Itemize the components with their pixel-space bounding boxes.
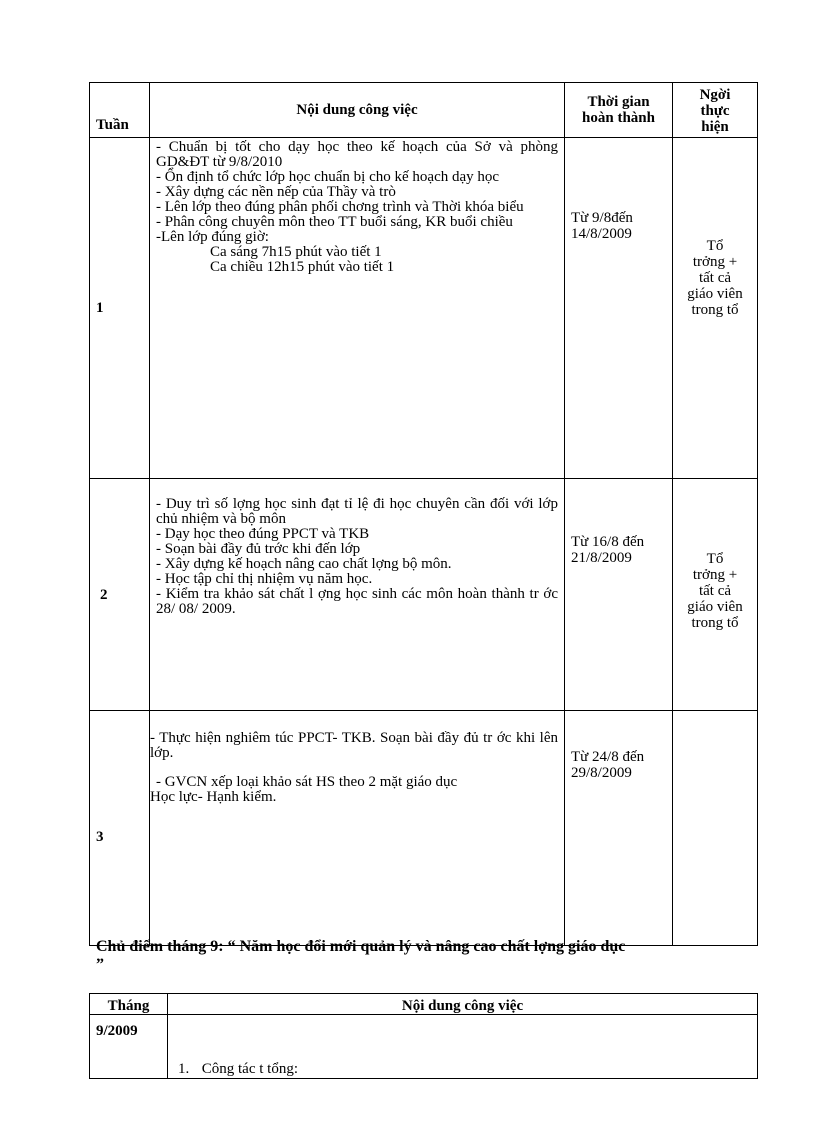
table-header-row	[90, 83, 758, 138]
month-cell: 9/2009	[90, 1015, 168, 1079]
person-line: tất cả	[698, 270, 732, 286]
content-line: - Xây dựng kế hoạch nâng cao chất lợng bộ môn.	[156, 556, 452, 572]
content-line: - Xây dựng các nền nếp của Thầy và trò	[156, 184, 396, 200]
weekly-plan-table	[89, 82, 758, 946]
content-line: - Soạn bài đầy đủ trớc khi đến lớp	[156, 541, 361, 557]
content-line: Học lực- Hạnh kiểm.	[150, 789, 277, 805]
theme-line2: ”	[96, 956, 104, 973]
header-time-line1: Thời gian	[587, 94, 650, 110]
table-row	[90, 138, 758, 479]
content-line: -Lên lớp đúng giờ:	[156, 229, 269, 245]
content-cell	[168, 1015, 758, 1079]
person-line: trong tổ	[691, 302, 739, 318]
header-week: Tuần	[90, 83, 150, 138]
person-line: trởng +	[692, 567, 738, 583]
time-line1: Từ 9/8đến	[571, 210, 633, 226]
item-text: Công tác t tổng:	[201, 1061, 298, 1077]
header-person	[673, 83, 758, 138]
time-line1: Từ 16/8 đến	[571, 534, 645, 550]
time-cell	[565, 711, 673, 946]
content-line: - Dạy học theo đúng PPCT và TKB	[156, 526, 370, 542]
content-line: - GVCN xếp loại khảo sát HS theo 2 mặt giáo dục	[156, 774, 458, 790]
content-cell	[150, 138, 565, 479]
header-month: Tháng	[90, 994, 168, 1015]
header-person-line1: Ngời	[699, 87, 731, 103]
person-line: trởng +	[692, 254, 738, 270]
person-line: Tổ	[706, 551, 724, 567]
content-line: - Thực hiện nghiêm túc PPCT- TKB. Soạn bài đầy đủ tr ớc khi lên lớp.	[150, 730, 558, 761]
person-line: giáo viên	[687, 599, 743, 615]
table-row	[90, 479, 758, 711]
person-line: giáo viên	[687, 286, 743, 302]
week-cell: 1	[90, 138, 150, 479]
content-line: - Lên lớp theo đúng phân phối chơng trình và Thời khóa biểu	[156, 199, 524, 215]
time-line2: 21/8/2009	[571, 550, 632, 566]
content-line: - Duy trì số lợng học sinh đạt tỉ lệ đi học chuyên cần đối với lớp chủ nhiệm và bộ môn	[156, 496, 558, 527]
header-content: Nội dung công việc	[168, 994, 758, 1015]
theme-line1: Chủ điểm tháng 9: “ Năm học đổi mới quản lý và nâng cao chất lợng giáo dục	[96, 938, 626, 955]
table-row	[90, 1015, 758, 1079]
content-line-indented: Ca sáng 7h15 phút vào tiết 1	[210, 244, 382, 260]
header-person-line3: hiện	[701, 119, 729, 135]
content-cell	[150, 479, 565, 711]
content-line: - Ổn định tổ chức lớp học chuẩn bị cho kế hoạch dạy học	[156, 169, 500, 185]
time-line1: Từ 24/8 đến	[571, 749, 645, 765]
person-cell	[673, 138, 758, 479]
content-gap	[150, 761, 558, 775]
time-line2: 29/8/2009	[571, 765, 632, 781]
week-cell: 2	[90, 479, 150, 711]
person-line: Tổ	[706, 238, 724, 254]
person-line: tất cả	[698, 583, 732, 599]
header-content: Nội dung công việc	[150, 83, 565, 138]
person-cell	[673, 479, 758, 711]
content-line: - Kiểm tra khảo sát chất l ợng học sinh các môn hoàn thành tr ớc 28/ 08/ 2009.	[156, 586, 558, 617]
monthly-theme-heading	[96, 938, 756, 974]
person-line: trong tổ	[691, 615, 739, 631]
person-cell	[673, 711, 758, 946]
week-cell: 3	[90, 711, 150, 946]
time-cell	[565, 138, 673, 479]
content-cell	[150, 711, 565, 946]
item-number: 1.	[178, 1061, 190, 1077]
monthly-plan-table	[89, 993, 758, 1079]
table-row	[90, 711, 758, 946]
content-line-indented: Ca chiều 12h15 phút vào tiết 1	[210, 259, 395, 275]
table-header-row	[90, 994, 758, 1015]
content-line: - Phân công chuyên môn theo TT buổi sáng, KR buổi chiều	[156, 214, 513, 230]
time-line2: 14/8/2009	[571, 226, 632, 242]
header-time-line2: hoàn thành	[582, 110, 655, 126]
header-time	[565, 83, 673, 138]
content-line: - Chuẩn bị tốt cho dạy học theo kế hoạch của Sở và phòng GD&ĐT từ 9/8/2010	[156, 139, 558, 170]
header-person-line2: thực	[700, 103, 730, 119]
content-line: - Học tập chỉ thị nhiệm vụ năm học.	[156, 571, 373, 587]
time-cell	[565, 479, 673, 711]
